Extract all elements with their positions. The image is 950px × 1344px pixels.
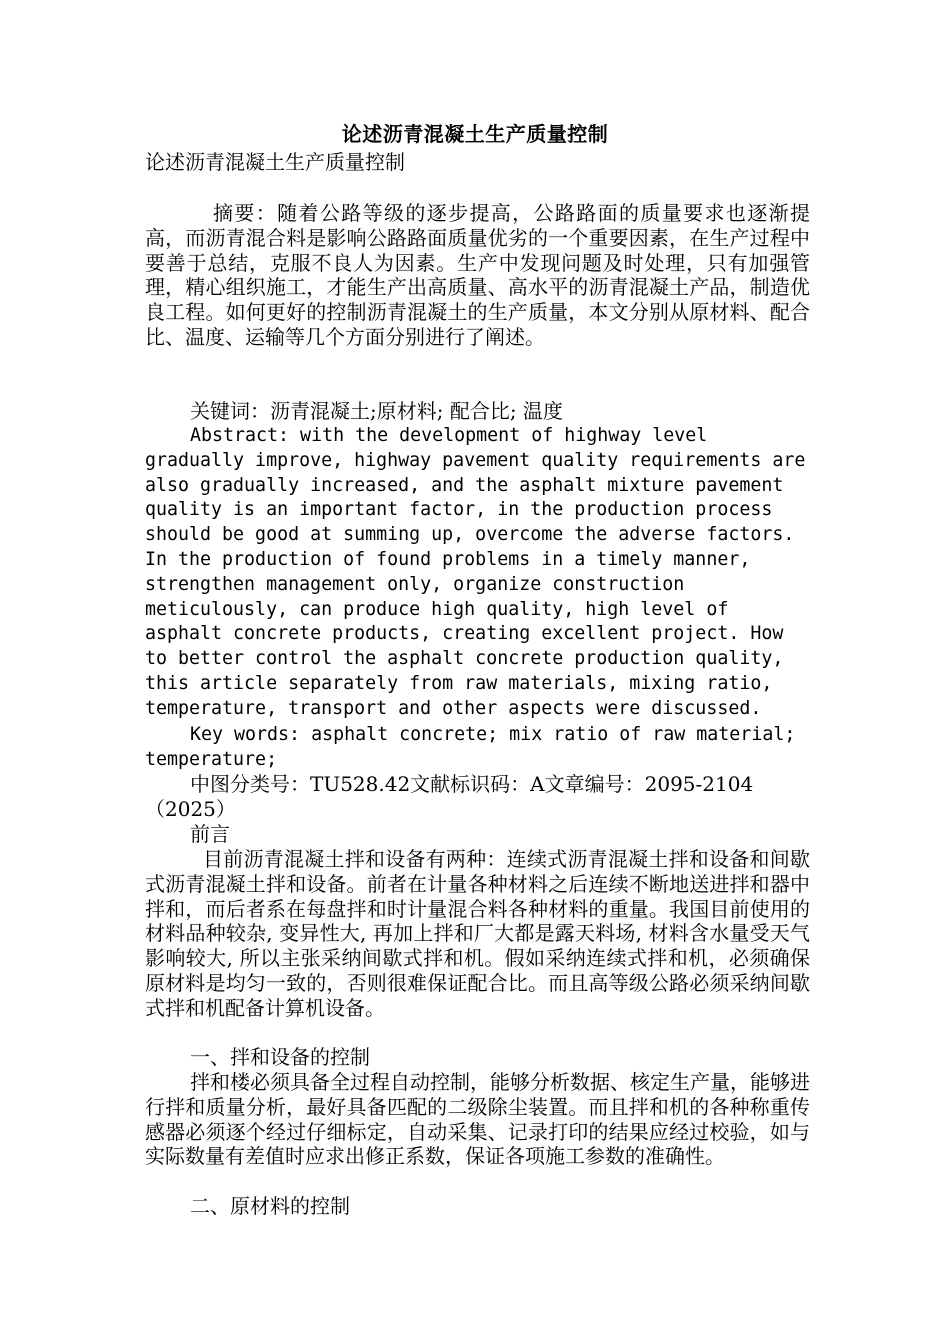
section2-heading: 二、原材料的控制 [190,1194,350,1218]
abstract-en: Abstract: with the development of highway level gradually improve, highway pavement quality requirements are also gradually increased, and the asphalt mixture pavement quality is an important factor, in the production process should be good at summing up, overcome the adverse factors. In the production of found problems in a timely manner, strengthen management only, organize construction meticulously, can produce high quality, high level of asphalt concrete products, creating excellent project. How to better control the asphalt concrete production quality, this article separately from raw materials, mixing ratio, temperature, transport and other aspects were discussed. [145,425,817,719]
classification-line: 中图分类号：TU528.42文献标识码：A文章编号：2095-2104（2025） [145,772,754,821]
preface-heading: 前言 [190,822,230,846]
document-title: 论述沥青混凝土生产质量控制 [341,122,609,146]
section1-text: 拌和楼必须具备全过程自动控制，能够分析数据、核定生产量，能够进行拌和质量分析，最好具备匹配的二级除尘装置。而且拌和机的各种称重传感器必须逐个经过仔细标定，自动采集、记录打印的结果应经过校验，如与实际数量有差值时应求出修正系数，保证各项施工参数的准确性。 [145,1070,810,1169]
section1-heading: 一、拌和设备的控制 [190,1045,370,1069]
preface-text: 目前沥青混凝土拌和设备有两种：连续式沥青混凝土拌和设备和间歇式沥青混凝土拌和设备。前者在计量各种材料之后连续不断地送进拌和器中拌和，而后者系在每盘拌和时计量混合料各种材料的重量。我国目前使用的材料品种较杂, 变异性大, 再加上拌和厂大都是露天料场, 材料含水量受天气影响较大, 所以主张采纳间歇式拌和机。假如采纳连续式拌和机，必须确保原材料是均匀一致的，否则很难保证配合比。而且高等级公路必须采纳间歇式拌和机配备计算机设备。 [145,847,810,1020]
keywords-cn: 关键词：沥青混凝土;原材料; 配合比; 温度 [190,399,563,423]
abstract-cn: 摘要：随着公路等级的逐步提高，公路路面的质量要求也逐渐提高，而沥青混合料是影响公路路面质量优劣的一个重要因素，在生产过程中要善于总结，克服不良人为因素。生产中发现问题及时处理，只有加强管理，精心组织施工，才能生产出高质量、高水平的沥青混凝土产品，制造优良工程。如何更好的控制沥青混凝土的生产质量，本文分别从原材料、配合比、温度、运输等几个方面分别进行了阐述。 [145,201,810,349]
document-subtitle: 论述沥青混凝土生产质量控制 [145,150,405,174]
keywords-en: Key words: asphalt concrete; mix ratio of raw material; temperature; [145,724,807,770]
